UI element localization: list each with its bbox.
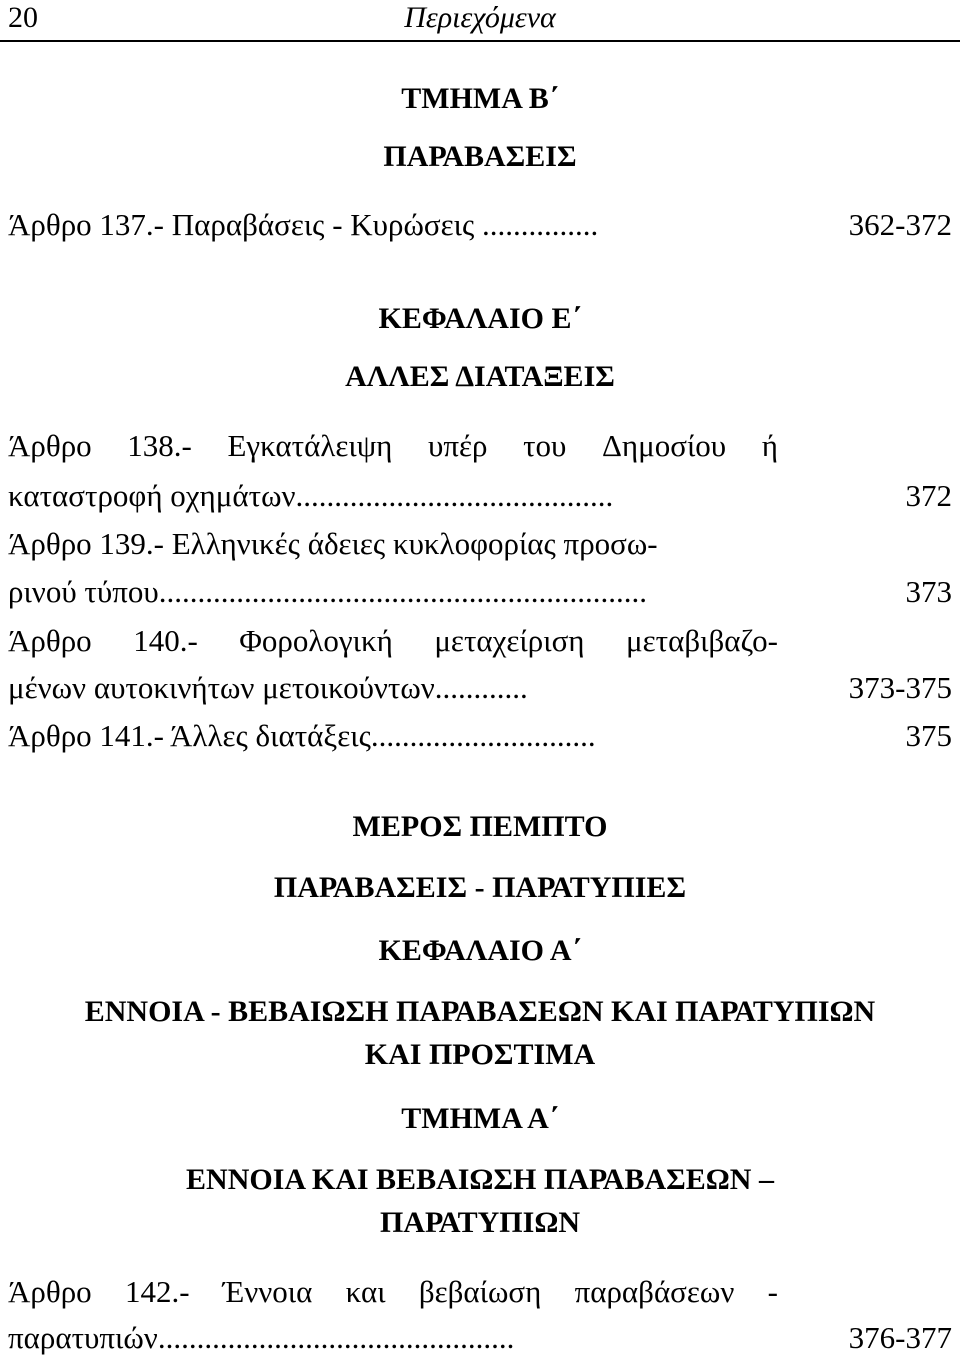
section-a-title-line1: ΕΝΝΟΙΑ ΚΑΙ ΒΕΒΑΙΩΣΗ ΠΑΡΑΒΑΣΕΩΝ – <box>186 1163 774 1196</box>
toc-entry-art140-line2[interactable] <box>8 668 952 708</box>
justified-line <box>8 1272 778 1312</box>
toc-entry-art139-line2[interactable] <box>8 572 952 612</box>
section-a-title-line2: ΠΑΡΑΤΥΠΙΩΝ <box>379 1206 581 1239</box>
chapter-a-title-line2: ΚΑΙ ΠΡΟΣΤΙΜΑ <box>364 1038 596 1071</box>
word: Δημοσίου <box>601 428 727 463</box>
section-b-heading: ΤΜΗΜΑ Β΄ <box>401 82 559 115</box>
word: - <box>767 1274 778 1309</box>
word: παραβάσεων <box>574 1274 735 1309</box>
word: ή <box>761 428 778 463</box>
toc-page-ref: 373-375 <box>848 670 952 705</box>
word: μεταχείριση <box>434 623 585 658</box>
word: Άρθρο <box>8 623 92 658</box>
toc-entry-text: παρατυπιών.............................................. <box>8 1320 515 1355</box>
word: βεβαίωση <box>418 1274 542 1309</box>
toc-page-ref: 372 <box>905 478 952 513</box>
word: 138.- <box>127 428 192 463</box>
toc-page-ref: 376-377 <box>848 1320 952 1355</box>
word: υπέρ <box>427 428 488 463</box>
toc-entry-text: Άρθρο 139.- Ελληνικές άδειες κυκλοφορίας προσω- <box>8 526 658 561</box>
justified-line <box>8 426 778 466</box>
chapter-a-heading: ΚΕΦΑΛΑΙΟ Α΄ <box>378 934 582 967</box>
toc-entry-text: καταστροφή οχημάτων......................................... <box>8 478 614 513</box>
page-header <box>0 0 960 42</box>
chapter-a-title-line1: ΕΝΝΟΙΑ - ΒΕΒΑΙΩΣΗ ΠΑΡΑΒΑΣΕΩΝ ΚΑΙ ΠΑΡΑΤΥΠΙΩΝ <box>84 995 876 1028</box>
toc-entry-art138-line1[interactable] <box>8 426 952 466</box>
toc-entry-text: ρινού τύπου............................................................... <box>8 574 647 609</box>
word: του <box>523 428 567 463</box>
chapter-e-heading: ΚΕΦΑΛΑΙΟ Ε΄ <box>378 302 582 335</box>
page-number: 20 <box>8 1 38 34</box>
toc-page-ref: 373 <box>905 574 952 609</box>
word: Έννοια <box>222 1274 313 1309</box>
toc-entry-text: Άρθρο 141.- Άλλες διατάξεις............................. <box>8 718 596 753</box>
toc-entry-art137[interactable] <box>8 205 952 245</box>
section-a-heading: ΤΜΗΜΑ Α΄ <box>401 1102 559 1135</box>
part-five-heading: ΜΕΡΟΣ ΠΕΜΠΤΟ <box>352 810 608 843</box>
running-title: Περιεχόμενα <box>404 1 556 34</box>
toc-page-ref: 362-372 <box>848 207 952 242</box>
part-five-subheading: ΠΑΡΑΒΑΣΕΙΣ - ΠΑΡΑΤΥΠΙΕΣ <box>273 871 687 904</box>
toc-entry-text: Άρθρο 137.- Παραβάσεις - Κυρώσεις ............... <box>8 207 599 242</box>
toc-page-ref: 375 <box>905 718 952 753</box>
toc-entry-text: μένων αυτοκινήτων μετοικούντων............ <box>8 670 528 705</box>
toc-entry-art139-line1[interactable] <box>8 524 952 564</box>
word: Άρθρο <box>8 1274 92 1309</box>
word: 140.- <box>133 623 198 658</box>
word: 142.- <box>124 1274 190 1309</box>
word: Φορολογική <box>239 623 393 658</box>
word: και <box>345 1274 386 1309</box>
toc-entry-art138-line2[interactable] <box>8 476 952 516</box>
toc-entry-art142-line1[interactable] <box>8 1272 952 1312</box>
word: Άρθρο <box>8 428 92 463</box>
toc-entry-art141[interactable] <box>8 716 952 756</box>
justified-line <box>8 621 778 661</box>
chapter-e-subheading: ΑΛΛΕΣ ΔΙΑΤΑΞΕΙΣ <box>345 360 615 393</box>
toc-entry-art140-line1[interactable] <box>8 621 952 661</box>
section-b-subheading: ΠΑΡΑΒΑΣΕΙΣ <box>383 140 577 173</box>
toc-entry-art142-line2[interactable] <box>8 1318 952 1358</box>
word: μεταβιβαζο- <box>626 623 778 658</box>
word: Εγκατάλειψη <box>227 428 393 463</box>
